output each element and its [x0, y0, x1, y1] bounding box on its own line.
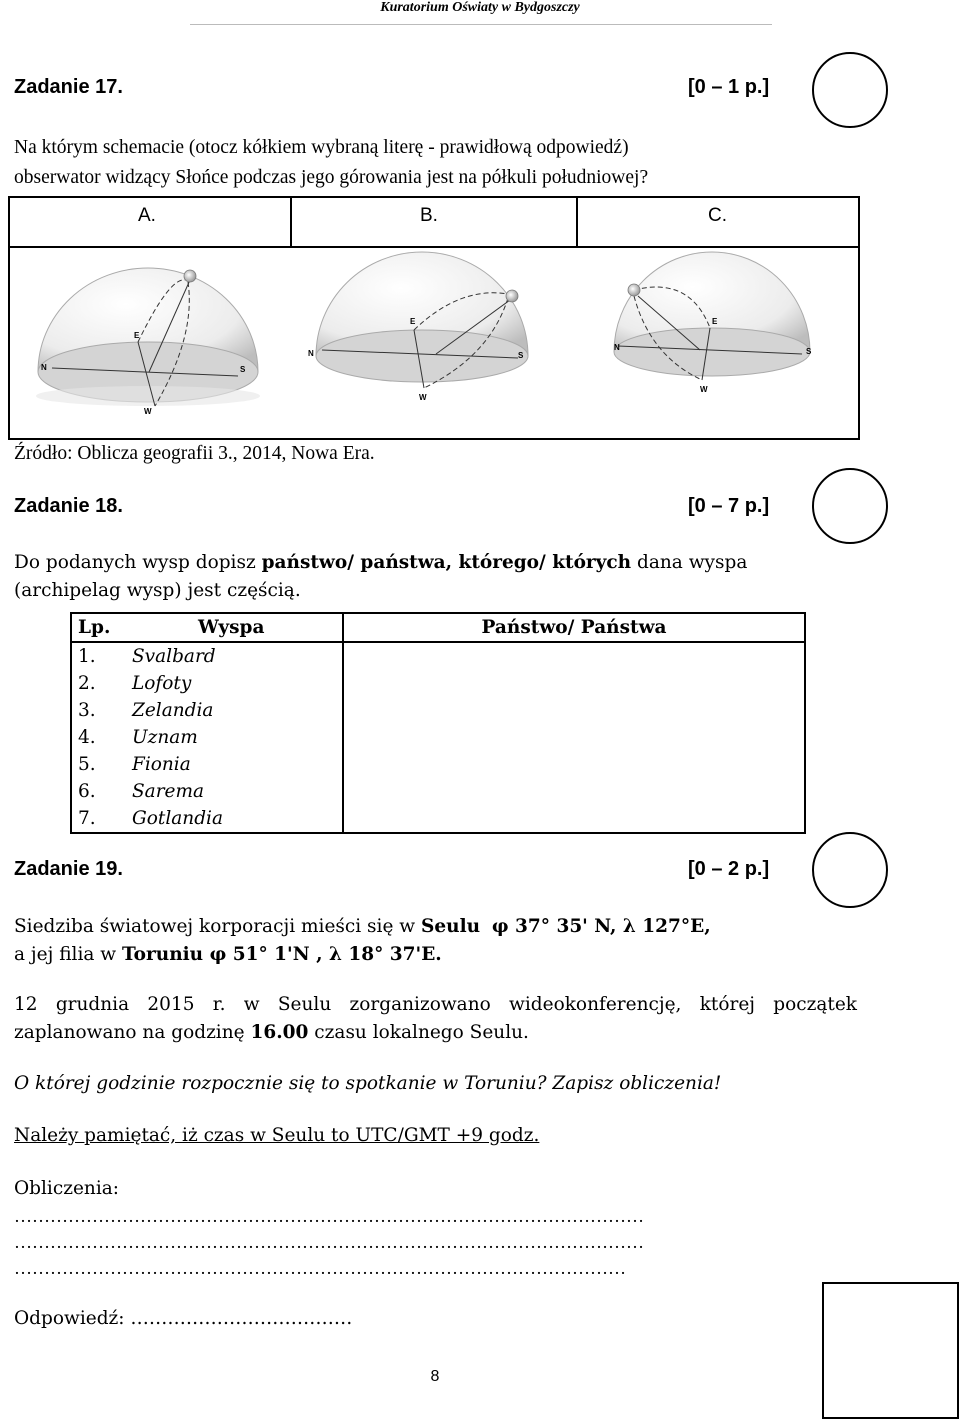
- task18-score-circle: [812, 468, 888, 544]
- diagram-b-label-e: E: [410, 317, 416, 326]
- task19-line2-a: a jej filia w: [14, 944, 123, 965]
- abc-diagram-table: [8, 196, 860, 440]
- col-header-panstwo: Państwo/ Państwa: [481, 617, 667, 638]
- islands-table-body: [71, 642, 805, 833]
- diagram-c: [614, 252, 812, 394]
- island-name: Svalbard: [132, 646, 216, 667]
- abc-divider-1: [290, 198, 292, 246]
- task17-source: Źródło: Oblicza geografii 3., 2014, Nowa Era.: [14, 443, 375, 464]
- diagram-a: [36, 268, 260, 416]
- task17-points: [0 – 1 p.]: [688, 76, 770, 98]
- diagram-c-label-w: W: [700, 385, 708, 394]
- diagram-b-label-w: W: [419, 393, 427, 402]
- task18-intro-line1: [14, 549, 747, 577]
- island-number: 1.: [78, 646, 96, 667]
- diagram-b: [308, 252, 528, 402]
- diagram-b-label-n: N: [308, 349, 314, 358]
- island-number-column: [78, 643, 96, 832]
- task18-points: [0 – 7 p.]: [688, 495, 770, 517]
- island-number: 4.: [78, 727, 96, 748]
- abc-divider-2: [576, 198, 578, 246]
- task19-para2-line1: 12 grudnia 2015 r. w Seulu zorganizowano wideokonferencję, której początek: [14, 994, 857, 1015]
- task19-seoul-coords: φ 37° 35' N, λ 127°E,: [491, 916, 711, 937]
- island-number: 2.: [78, 673, 96, 694]
- island-name: Uznam: [132, 727, 198, 748]
- task17-question-line1: Na którym schemacie (otocz kółkiem wybraną literę - prawidłową odpowiedź): [14, 137, 629, 158]
- task17-question-line2: obserwator widzący Słońce podczas jego górowania jest na półkuli południowej?: [14, 167, 649, 188]
- island-name: Lofoty: [132, 673, 192, 694]
- task19-time: 16.00: [250, 1022, 309, 1043]
- page-number: 8: [430, 1368, 440, 1385]
- task19-note: Należy pamiętać, iż czas w Seulu to UTC/GMT +9 godz.: [14, 1125, 540, 1146]
- header-title: Kuratorium Oświaty w Bydgoszczy: [380, 0, 580, 15]
- island-name: Zelandia: [132, 700, 214, 721]
- diagram-a-label-e: E: [134, 331, 140, 340]
- task17-title: Zadanie 17.: [14, 76, 123, 98]
- diagram-a-label-n: N: [41, 363, 47, 372]
- calc-dots-line-1[interactable]: ……………………………………………………………………………………………: [14, 1206, 644, 1226]
- task18-intro-c: dana wyspa: [631, 552, 748, 573]
- diagram-c-label-n: N: [614, 343, 620, 352]
- task19-para2-line2-a: zaplanowano na godzinę: [14, 1022, 251, 1043]
- island-number: 7.: [78, 808, 96, 829]
- col-header-lp: Lp.: [78, 617, 111, 638]
- score-box: [822, 1282, 959, 1419]
- sun-path-diagrams: [10, 246, 858, 438]
- islands-table-header: [71, 613, 805, 642]
- option-b[interactable]: B.: [420, 205, 438, 226]
- island-name: Fionia: [132, 754, 191, 775]
- diagram-c-label-e: E: [712, 317, 718, 326]
- option-a[interactable]: A.: [138, 205, 156, 226]
- task19-line1: [14, 913, 711, 941]
- islands-table: [70, 612, 806, 834]
- diagram-a-label-s: S: [240, 365, 246, 374]
- task18-title: Zadanie 18.: [14, 495, 123, 517]
- calc-dots-line-3[interactable]: …………………………………………………………………………………………: [14, 1258, 626, 1278]
- calc-dots-line-2[interactable]: ……………………………………………………………………………………………: [14, 1232, 644, 1252]
- task19-score-circle: [812, 832, 888, 908]
- island-number: 3.: [78, 700, 96, 721]
- diagram-b-label-s: S: [518, 351, 524, 360]
- task19-line1-a: Siedziba światowej korporacji mieści się w: [14, 916, 421, 937]
- answer-line[interactable]: Odpowiedź: ………………………………: [14, 1308, 353, 1329]
- island-name-column: [132, 643, 223, 832]
- task19-seoul: Seulu: [421, 916, 481, 937]
- option-c[interactable]: C.: [708, 205, 727, 226]
- diagram-c-label-s: S: [806, 347, 812, 356]
- col-header-wyspa: Wyspa: [198, 617, 265, 638]
- country-answer-cell[interactable]: [343, 642, 805, 833]
- task19-points: [0 – 2 p.]: [688, 858, 770, 880]
- island-name: Gotlandia: [132, 808, 224, 829]
- task19-title: Zadanie 19.: [14, 858, 123, 880]
- task17-score-circle: [812, 52, 888, 128]
- calc-label: Obliczenia:: [14, 1178, 119, 1199]
- task18-intro-a: Do podanych wysp dopisz: [14, 552, 262, 573]
- task18-intro-line2: (archipelag wysp) jest częścią.: [14, 580, 301, 601]
- task19-para2-line2: [14, 1019, 529, 1047]
- island-number: 5.: [78, 754, 96, 775]
- diagram-a-label-w: W: [144, 407, 152, 416]
- island-number: 6.: [78, 781, 96, 802]
- task18-intro-bold: państwo/ państwa, którego/ których: [261, 552, 632, 573]
- task19-torun: Toruniu φ 51° 1'N , λ 18° 37'E.: [122, 944, 442, 965]
- task19-para2-line2-c: czasu lokalnego Seulu.: [308, 1022, 529, 1043]
- island-name: Sarema: [132, 781, 205, 802]
- task19-question: O której godzinie rozpocznie się to spotkanie w Toruniu? Zapisz obliczenia!: [14, 1073, 722, 1094]
- header-divider: [190, 24, 772, 25]
- task19-line2: [14, 941, 442, 969]
